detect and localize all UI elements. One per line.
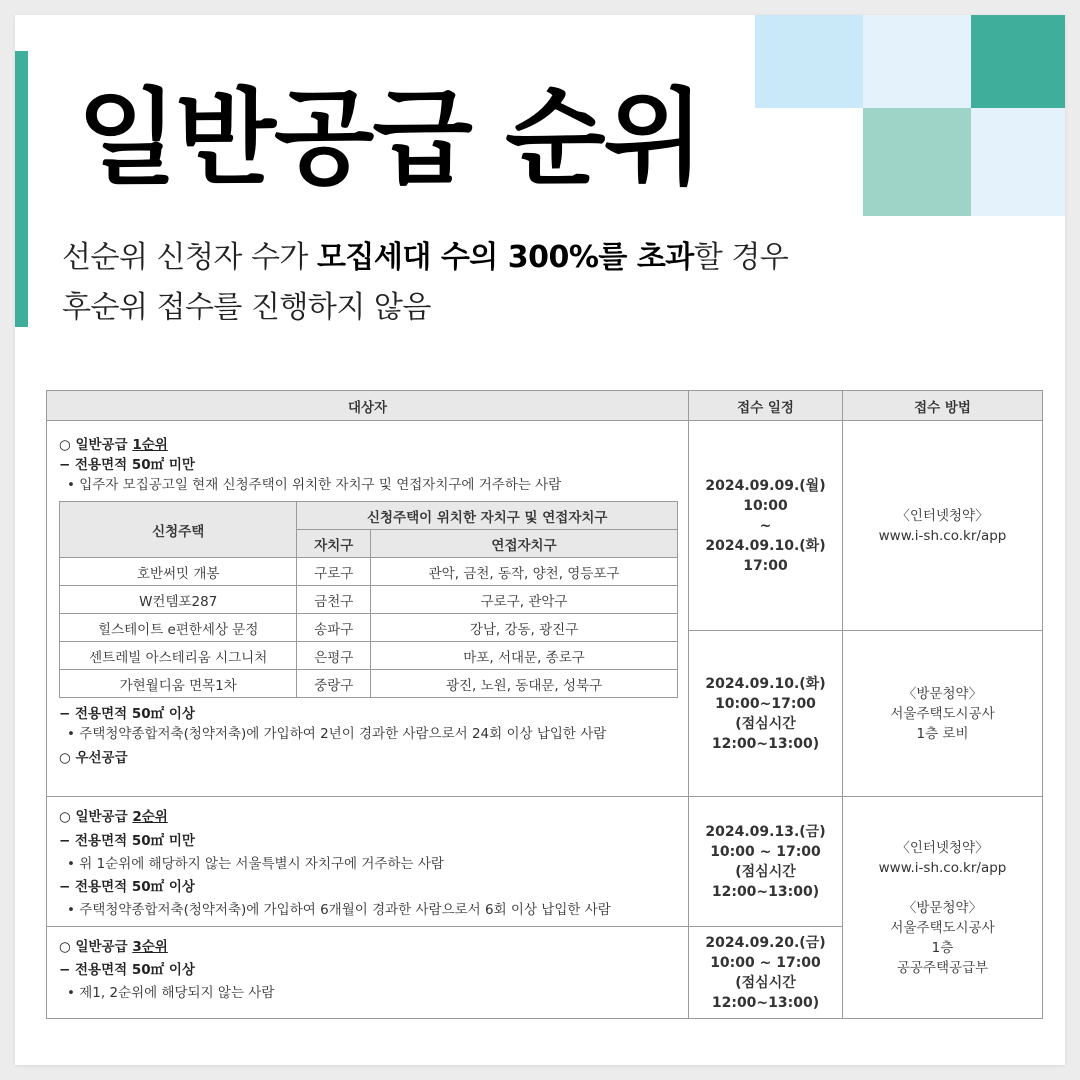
rank1-priority: ○ 우선공급 — [59, 750, 128, 766]
deco-square-teal — [971, 15, 1065, 108]
schedule-line: 10:00 ~ 17:00 — [710, 954, 821, 971]
method-line: 〈방문청약〉 — [902, 685, 983, 702]
rank2-row — [47, 797, 1043, 927]
district-table-header-row-1 — [60, 502, 678, 530]
adjacent-districts: 관악, 금천, 동작, 양천, 영등포구 — [371, 558, 678, 586]
schedule-line: 2024.09.09.(월) — [705, 477, 826, 494]
schedule-line: 2024.09.10.(화) — [705, 537, 826, 554]
rank1-visit-method — [843, 631, 1043, 797]
method-line: 서울주택도시공사 — [890, 705, 995, 722]
rank1-heading-rank: 1순위 — [132, 437, 168, 453]
house-name: 힐스테이트 e편한세상 문정 — [60, 614, 297, 642]
rank3-heading-prefix: ○ 일반공급 — [59, 939, 133, 955]
house-name: 호반써밋 개봉 — [60, 558, 297, 586]
table-row — [60, 586, 678, 614]
rank2-heading — [59, 807, 678, 827]
subtitle-emphasis: 모집세대 수의 300%를 초과 — [316, 240, 694, 275]
schedule-line: 10:00 — [743, 497, 788, 514]
house-name: 가현월디움 면목1차 — [60, 670, 297, 698]
method-line: 1층 로비 — [916, 725, 969, 742]
method-line: 〈방문청약〉 — [902, 899, 983, 916]
rank3-heading — [59, 937, 678, 957]
method-line: 공공주택공급부 — [896, 959, 989, 976]
schedule-line: 12:00~13:00) — [711, 735, 820, 752]
rank2-schedule — [689, 797, 843, 927]
schedule-line: 2024.09.20.(금) — [705, 934, 826, 951]
adjacent-districts: 구로구, 관악구 — [371, 586, 678, 614]
district-name: 금천구 — [297, 586, 371, 614]
rank1-online-method — [843, 421, 1043, 631]
deco-square-mint — [863, 108, 971, 216]
schedule-line: (점심시간 — [735, 974, 796, 991]
header-method: 접수 방법 — [843, 391, 1043, 421]
table-row — [60, 642, 678, 670]
table-row — [60, 558, 678, 586]
rank3-area-over: − 전용면적 50㎡ 이상 — [59, 962, 195, 978]
rank1-area-under-desc: • 입주자 모집공고일 현재 신청주택이 위치한 자치구 및 연접자치구에 거주하는 사람 — [67, 477, 562, 493]
schedule-line: (점심시간 — [735, 863, 796, 880]
deco-square-sky-light — [863, 15, 971, 108]
subtitle-text-end: 할 경우 — [693, 240, 789, 275]
ranking-table — [46, 390, 1043, 1019]
adjacent-districts: 광진, 노원, 동대문, 성북구 — [371, 670, 678, 698]
district-header-group: 신청주택이 위치한 자치구 및 연접자치구 — [297, 502, 678, 530]
district-name: 은평구 — [297, 642, 371, 670]
rank2-heading-rank: 2순위 — [132, 809, 168, 825]
district-header-district: 자치구 — [297, 530, 371, 558]
rank1-target-cell — [47, 421, 689, 797]
subtitle-text: 선순위 신청자 수가 — [62, 240, 317, 275]
rank2-area-over-desc: • 주택청약종합저축(청약저축)에 가입하여 6개월이 경과한 사람으로서 6회 이상 납입한 사람 — [67, 902, 611, 918]
method-line: 〈인터넷청약〉 — [896, 507, 989, 524]
house-name: 센트레빌 아스테리움 시그니처 — [60, 642, 297, 670]
rank2-heading-prefix: ○ 일반공급 — [59, 809, 133, 825]
district-name: 중랑구 — [297, 670, 371, 698]
rank23-method — [843, 797, 1043, 1019]
rank2-target-cell — [47, 797, 689, 927]
rank3-target-cell — [47, 927, 689, 1019]
page-subtitle — [62, 233, 788, 333]
accent-bar — [15, 51, 28, 327]
content-card — [15, 15, 1065, 1065]
rank3-area-over-desc: • 제1, 2순위에 해당되지 않는 사람 — [67, 985, 275, 1001]
district-header-adjacent: 연접자치구 — [371, 530, 678, 558]
district-name: 구로구 — [297, 558, 371, 586]
rank1-area-over-desc: • 주택청약종합저축(청약저축)에 가입하여 2년이 경과한 사람으로서 24회 이상 납입한 사람 — [67, 726, 607, 742]
schedule-line: ~ — [759, 517, 772, 534]
header-target: 대상자 — [47, 391, 689, 421]
adjacent-districts: 강남, 강동, 광진구 — [371, 614, 678, 642]
schedule-line: (점심시간 — [735, 715, 796, 732]
rank3-heading-rank: 3순위 — [132, 939, 168, 955]
schedule-line: 10:00~17:00 — [715, 695, 816, 712]
rank2-area-under-desc: • 위 1순위에 해당하지 않는 서울특별시 자치구에 거주하는 사람 — [67, 856, 444, 872]
deco-square-sky — [755, 15, 863, 108]
schedule-line: 2024.09.13.(금) — [705, 823, 826, 840]
adjacent-districts: 마포, 서대문, 종로구 — [371, 642, 678, 670]
rank1-visit-schedule — [689, 631, 843, 797]
page-title: 일반공급 순위 — [77, 77, 702, 199]
rank2-area-over: − 전용면적 50㎡ 이상 — [59, 879, 195, 895]
table-header-row — [47, 391, 1043, 421]
schedule-line: 2024.09.10.(화) — [705, 675, 826, 692]
rank1-heading — [59, 435, 678, 455]
district-header-house: 신청주택 — [60, 502, 297, 558]
subtitle-line-2: 후순위 접수를 진행하지 않음 — [62, 290, 431, 325]
rank3-schedule — [689, 927, 843, 1019]
house-name: W컨템포287 — [60, 586, 297, 614]
deco-square-pale — [971, 108, 1065, 216]
district-name: 송파구 — [297, 614, 371, 642]
rank1-online-schedule — [689, 421, 843, 631]
method-line: 1층 — [931, 939, 954, 956]
schedule-line: 17:00 — [743, 557, 788, 574]
table-row — [60, 670, 678, 698]
schedule-line: 10:00 ~ 17:00 — [710, 843, 821, 860]
rank1-heading-prefix: ○ 일반공급 — [59, 437, 133, 453]
method-spacer — [843, 878, 1042, 898]
schedule-line: 12:00~13:00) — [711, 994, 820, 1011]
district-table — [59, 501, 678, 698]
rank1-row-online — [47, 421, 1043, 631]
rank1-area-over: − 전용면적 50㎡ 이상 — [59, 706, 195, 722]
method-line: 〈인터넷청약〉 — [896, 839, 989, 856]
rank2-area-under: − 전용면적 50㎡ 미만 — [59, 833, 195, 849]
table-row — [60, 614, 678, 642]
rank1-area-under: − 전용면적 50㎡ 미만 — [59, 457, 195, 473]
schedule-line: 12:00~13:00) — [711, 883, 820, 900]
subtitle-line-1 — [62, 233, 788, 283]
method-url[interactable]: www.i-sh.co.kr/app — [878, 859, 1007, 876]
method-line: 서울주택도시공사 — [890, 919, 995, 936]
header-schedule: 접수 일정 — [689, 391, 843, 421]
method-url[interactable]: www.i-sh.co.kr/app — [878, 527, 1007, 544]
